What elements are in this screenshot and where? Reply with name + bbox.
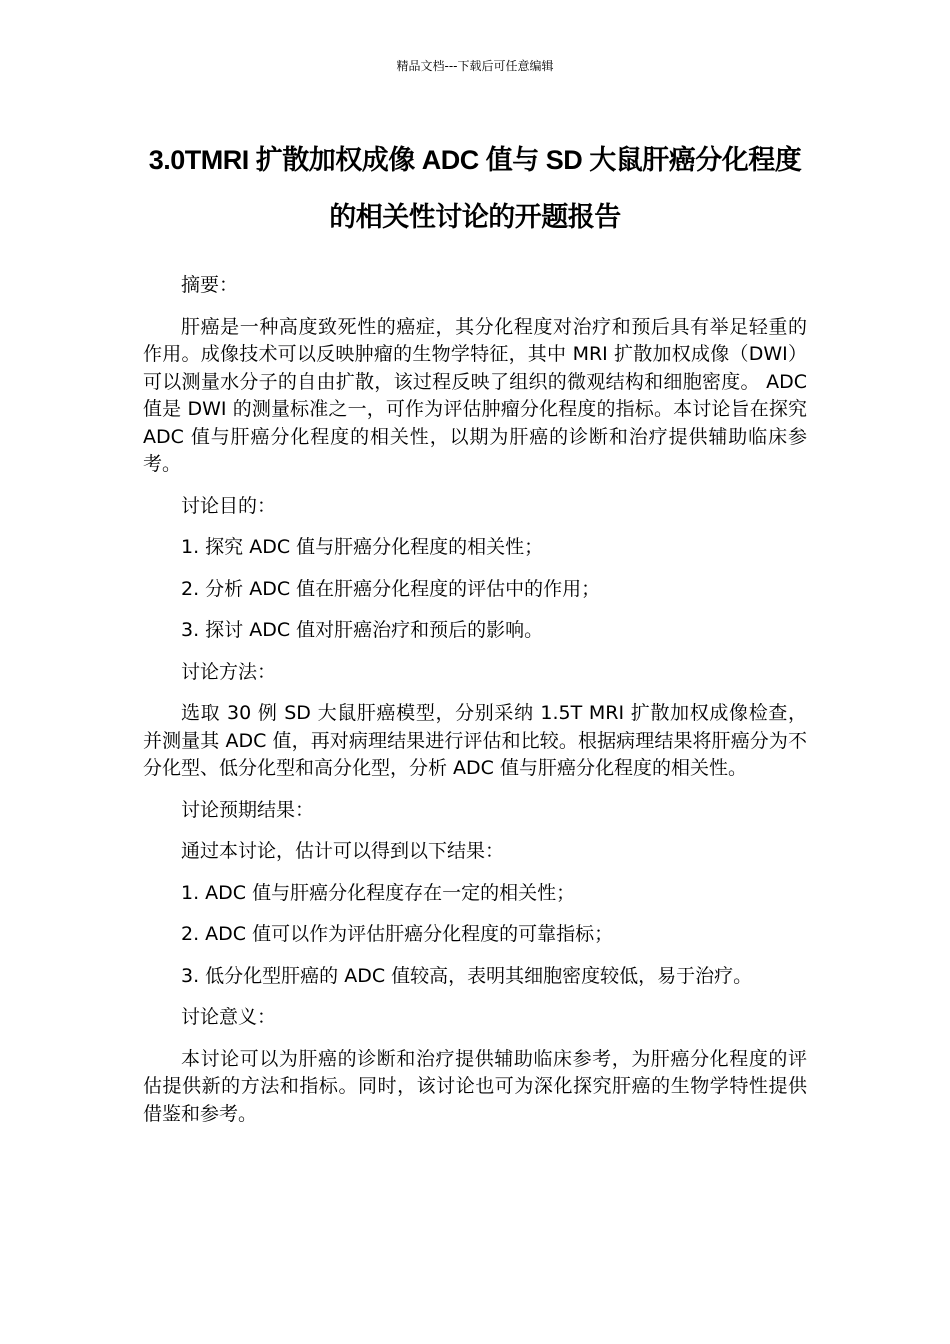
expected-result-item-1: 1. ADC 值与肝癌分化程度存在一定的相关性； (181, 881, 576, 904)
methods-paragraph: 选取 30 例 SD 大鼠肝癌模型，分别采纳 1.5T MRI 扩散加权成像检查，并测量其 ADC 值，再对病理结果进行评估和比较。根据病理结果将肝癌分为不分化型、低分化型和高分化型，分析 ADC 值与肝癌分化程度的相关性。 (143, 702, 807, 779)
purpose-heading: 讨论目的： (181, 494, 277, 517)
significance-paragraph: 本讨论可以为肝癌的诊断和治疗提供辅助临床参考，为肝癌分化程度的评估提供新的方法和指标。同时，该讨论也可为深化探究肝癌的生物学特性提供借鉴和参考。 (143, 1047, 807, 1125)
expected-results-heading: 讨论预期结果： (181, 798, 315, 821)
document-title: 3.0TMRI 扩散加权成像 ADC 值与 SD 大鼠肝癌分化程度的相关性讨论的开题报告 (148, 145, 802, 232)
expected-results-intro: 通过本讨论，估计可以得到以下结果： (181, 840, 505, 862)
purpose-item-3: 3. 探讨 ADC 值对肝癌治疗和预后的影响。 (181, 619, 544, 641)
expected-result-item-3: 3. 低分化型肝癌的 ADC 值较高，表明其细胞密度较低，易于治疗。 (181, 964, 753, 987)
purpose-item-1: 1. 探究 ADC 值与肝癌分化程度的相关性； (181, 536, 544, 558)
purpose-item-2: 2. 分析 ADC 值在肝癌分化程度的评估中的作用； (181, 577, 601, 600)
methods-heading: 讨论方法： (181, 660, 277, 683)
expected-result-item-2: 2. ADC 值可以作为评估肝癌分化程度的可靠指标； (181, 923, 614, 945)
document-body (143, 272, 807, 1142)
page-header-note: 精品文档---下载后可任意编辑 (396, 59, 554, 73)
abstract-heading: 摘要： (181, 274, 239, 296)
abstract-paragraph: 肝癌是一种高度致死性的癌症，其分化程度对治疗和预后具有举足轻重的作用。成像技术可以反映肿瘤的生物学特征，其中 MRI 扩散加权成像（DWI）可以测量水分子的自由扩散，该过程反映了组织的微观结构和细胞密度。 ADC 值是 DWI 的测量标准之一，可作为评估肿瘤分化程度的指标。本讨论旨在探究 ADC 值与肝癌分化程度的相关性，以期为肝癌的诊断和治疗提供辅助临床参考。 (143, 315, 807, 475)
significance-heading: 讨论意义： (181, 1006, 277, 1028)
